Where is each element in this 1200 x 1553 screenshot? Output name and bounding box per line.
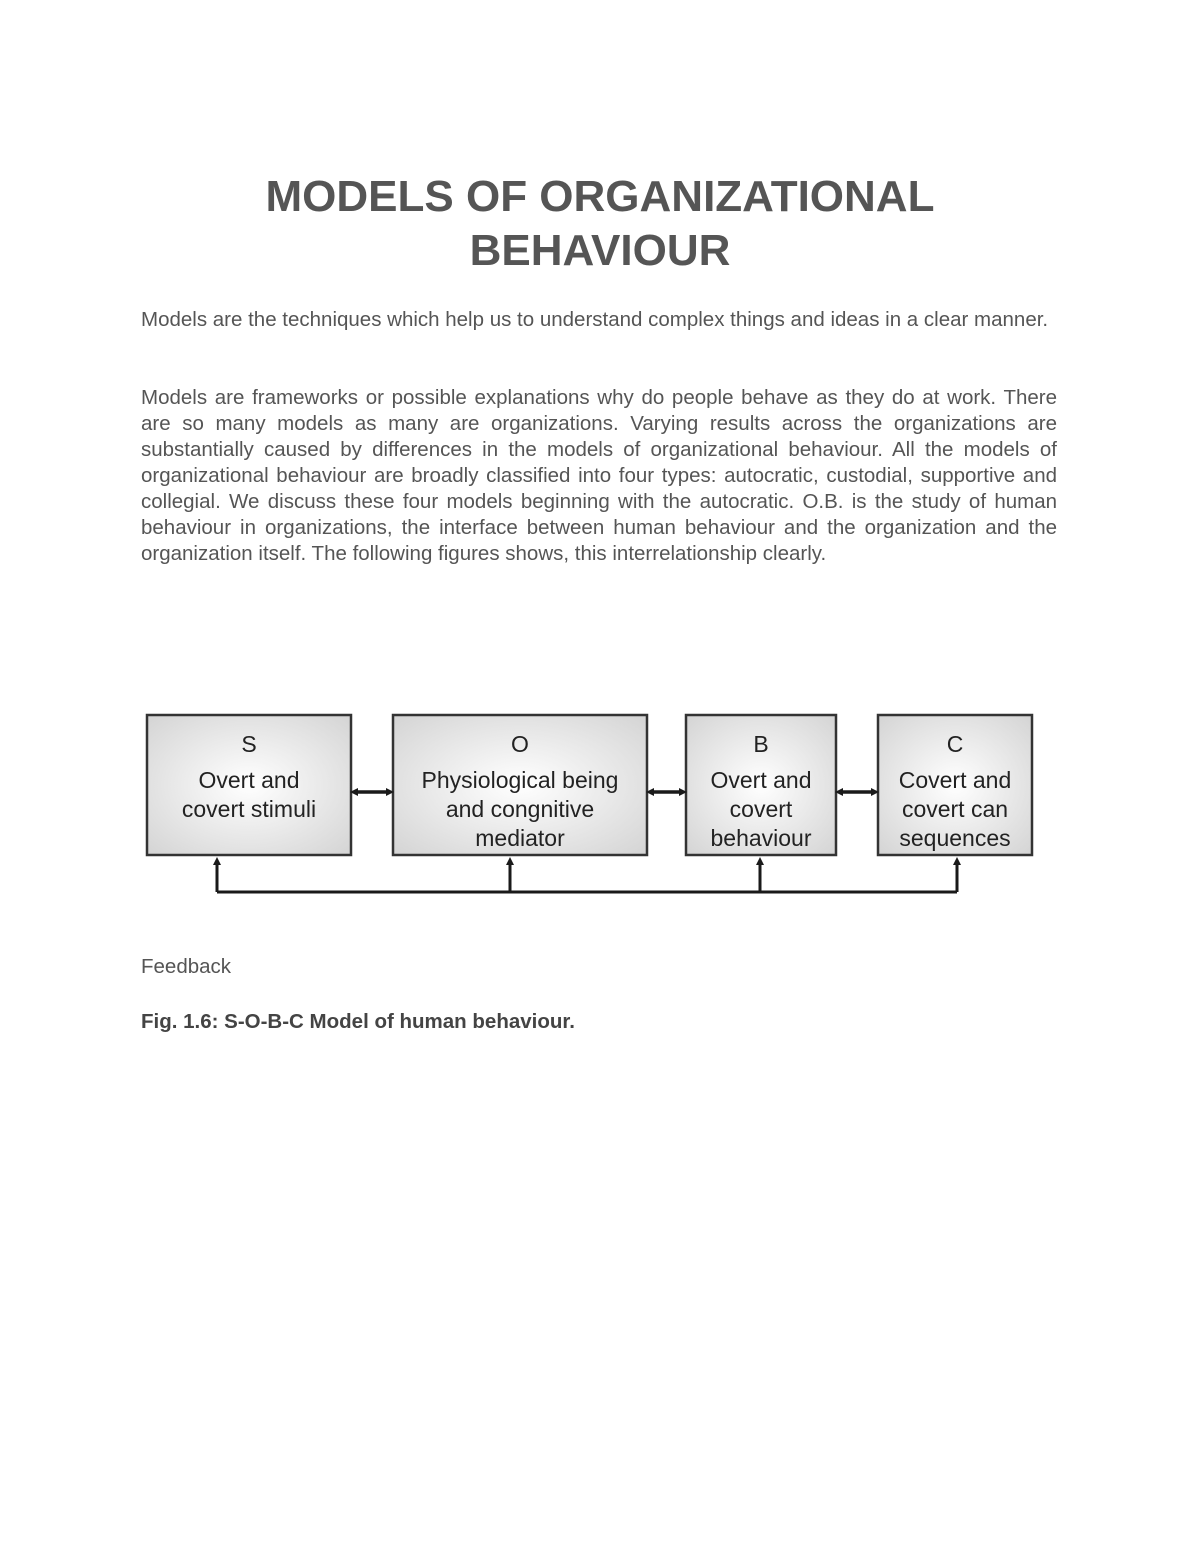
sobc-diagram (140, 708, 1040, 928)
intro-paragraph: Models are the techniques which help us to understand complex things and ideas in a clear manner. (141, 308, 1049, 331)
box-o-letter: O (511, 731, 529, 757)
box-o-line: and congnitive (445, 796, 595, 822)
figure-caption: Fig. 1.6: S-O-B-C Model of human behaviour. (141, 1010, 575, 1033)
box-c-line: covert can (901, 796, 1009, 822)
box-c-line: Covert and (898, 767, 1012, 793)
box-o-line: mediator (475, 825, 565, 851)
feedback-label: Feedback (141, 955, 232, 978)
box-c-line: sequences (899, 825, 1011, 851)
box-s-line: covert stimuli (181, 796, 317, 822)
box-b-letter: B (753, 731, 769, 757)
body-paragraph: Models are frameworks or possible explanations why do people behave as they do at work. There are so many models as many are organizations. Varying results across the organizations are substantially caused by differences in the models of organizational behaviour. All the models of organizational behaviour are broadly classified into four types: autocratic, custodial, supportive and collegial. We discuss these four models beginning with the autocratic. O.B. is the study of human behaviour in organizations, the interface between human behaviour and the organization and the organization itself. The following figures shows, this interrelationship clearly. (141, 386, 1057, 565)
page-title: MODELS OF ORGANIZATIONAL BEHAVIOUR (265, 172, 935, 275)
box-c-letter: C (946, 731, 964, 757)
box-s-line: Overt and (198, 767, 300, 793)
box-b-line: behaviour (710, 825, 812, 851)
box-b-line: covert (729, 796, 793, 822)
box-o-line: Physiological being (421, 767, 619, 793)
box-b-line: Overt and (710, 767, 812, 793)
box-s-letter: S (241, 731, 257, 757)
